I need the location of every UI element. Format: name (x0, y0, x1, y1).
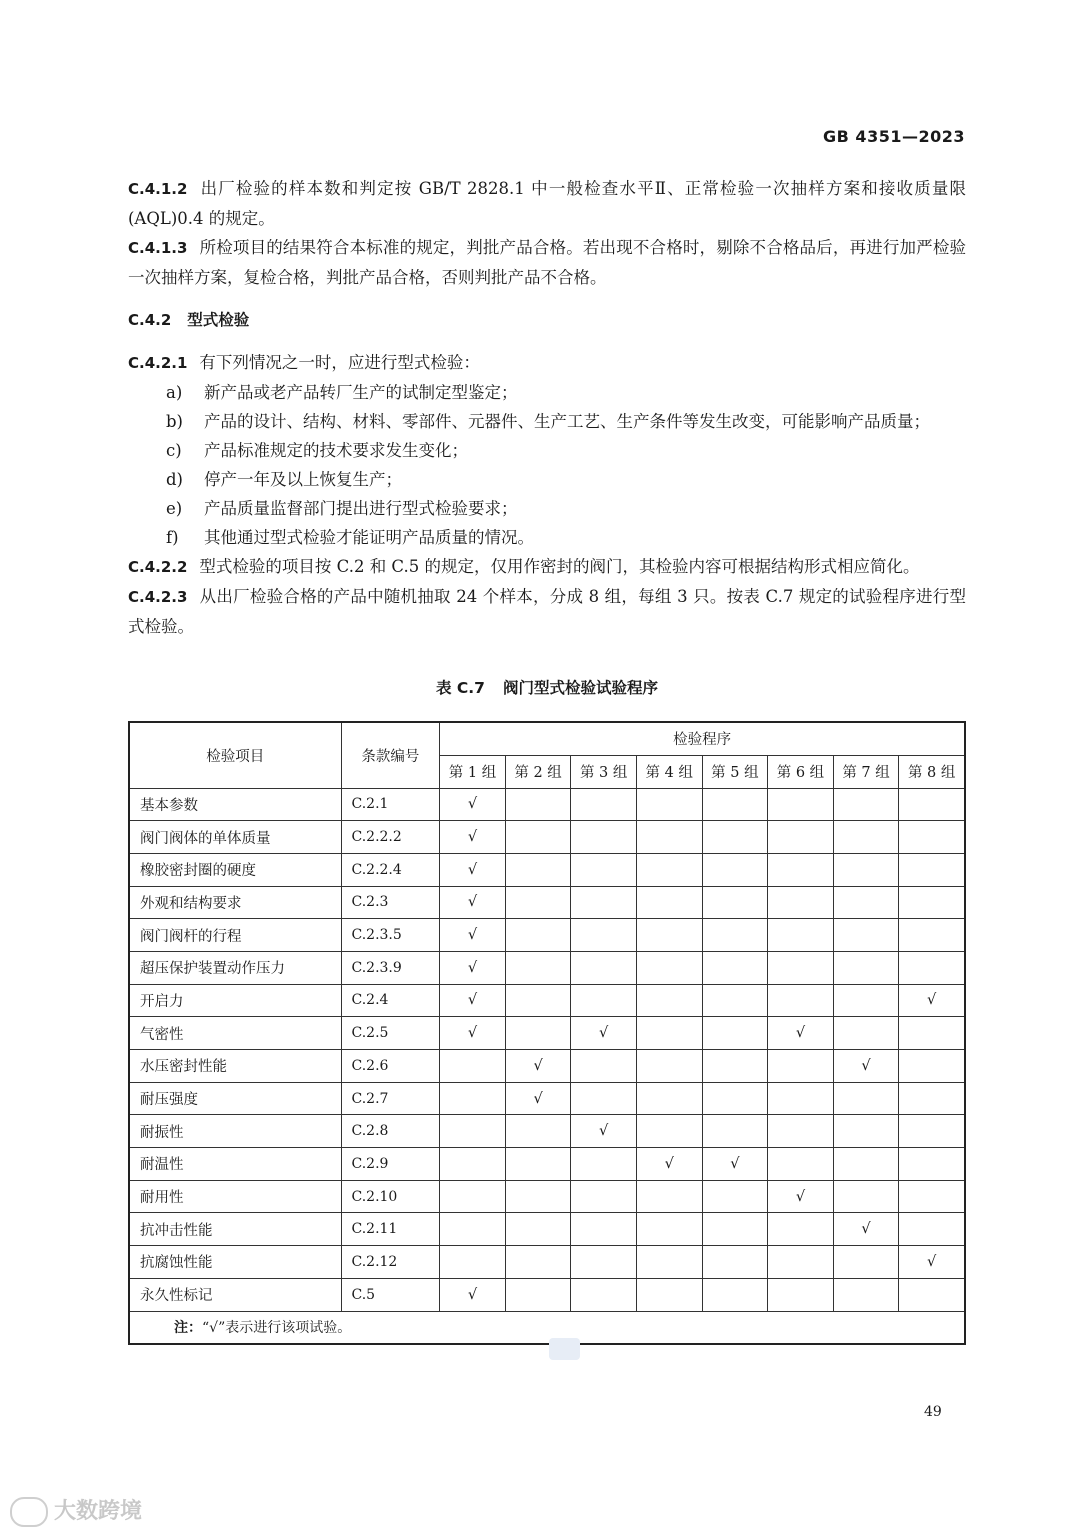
cell-check: √ (636, 1148, 702, 1181)
column-header-group: 第 1 组 (440, 755, 506, 788)
cell-check (899, 1148, 965, 1181)
list-item (128, 494, 966, 523)
cell-check: √ (768, 1180, 834, 1213)
table-row (129, 788, 965, 821)
clause-c421 (128, 348, 966, 378)
cell-check: √ (899, 984, 965, 1017)
cell-item: 外观和结构要求 (129, 886, 341, 919)
cell-check (440, 1148, 506, 1181)
cell-check (702, 821, 768, 854)
clause-number: C.4.2.3 (128, 588, 188, 606)
cell-check (768, 853, 834, 886)
cell-check (505, 1246, 571, 1279)
table-row (129, 1050, 965, 1083)
cell-check (505, 1115, 571, 1148)
cell-check (636, 1115, 702, 1148)
cell-check (768, 1278, 834, 1311)
cell-check (636, 886, 702, 919)
cell-item: 基本参数 (129, 788, 341, 821)
cell-check (768, 984, 834, 1017)
cell-check: √ (440, 788, 506, 821)
cell-check (833, 1082, 899, 1115)
table-row (129, 1213, 965, 1246)
table-row (129, 1017, 965, 1050)
cell-check (768, 1148, 834, 1181)
cell-check (702, 1278, 768, 1311)
cell-check (833, 1148, 899, 1181)
cell-check (636, 1180, 702, 1213)
cell-check: √ (440, 1278, 506, 1311)
cell-check (636, 1213, 702, 1246)
cell-clause: C.5 (341, 1278, 440, 1311)
cell-check (505, 984, 571, 1017)
cell-clause: C.2.5 (341, 1017, 440, 1050)
cell-check (702, 1246, 768, 1279)
cell-check (636, 1278, 702, 1311)
cell-check (833, 788, 899, 821)
clause-c422 (128, 552, 966, 582)
list-item (128, 465, 966, 494)
list-item (128, 436, 966, 465)
table-row (129, 821, 965, 854)
page-number: 49 (924, 1404, 942, 1420)
cell-check (768, 1082, 834, 1115)
cell-check (768, 1246, 834, 1279)
cell-check: √ (833, 1213, 899, 1246)
cell-check (899, 1278, 965, 1311)
table-row (129, 984, 965, 1017)
column-header-group: 第 8 组 (899, 755, 965, 788)
cell-check (636, 1082, 702, 1115)
cell-check (571, 1148, 637, 1181)
column-header-item: 检验项目 (129, 722, 341, 788)
cell-check (571, 1180, 637, 1213)
cell-check: √ (899, 1246, 965, 1279)
cell-check (768, 788, 834, 821)
clause-number: C.4.1.2 (128, 180, 188, 198)
watermark-logo-icon (10, 1497, 48, 1527)
table-row (129, 1082, 965, 1115)
cell-check (636, 1050, 702, 1083)
table-row (129, 1115, 965, 1148)
cell-check (702, 853, 768, 886)
list-marker: e) (166, 499, 183, 518)
cell-item: 水压密封性能 (129, 1050, 341, 1083)
cell-item: 耐压强度 (129, 1082, 341, 1115)
cell-check (440, 1115, 506, 1148)
cell-check (571, 1278, 637, 1311)
cell-check (833, 886, 899, 919)
column-header-group: 第 6 组 (768, 755, 834, 788)
list-text: 产品的设计、结构、材料、零部件、元器件、生产工艺、生产条件等发生改变，可能影响产品质量； (204, 412, 930, 431)
cell-check (636, 984, 702, 1017)
cell-check (505, 1278, 571, 1311)
cell-clause: C.2.6 (341, 1050, 440, 1083)
cell-check (702, 1115, 768, 1148)
cell-check (899, 951, 965, 984)
clause-c412 (128, 174, 966, 233)
cell-check (768, 821, 834, 854)
cell-check (571, 919, 637, 952)
cell-check: √ (505, 1082, 571, 1115)
cell-check (702, 788, 768, 821)
cell-check: √ (440, 919, 506, 952)
cell-item: 开启力 (129, 984, 341, 1017)
cell-check (505, 951, 571, 984)
cell-check (505, 821, 571, 854)
table-row (129, 919, 965, 952)
list-text: 产品质量监督部门提出进行型式检验要求； (204, 499, 518, 518)
table-number: 表 C.7 (436, 679, 485, 697)
cell-check: √ (440, 1017, 506, 1050)
cell-check: √ (440, 853, 506, 886)
cell-check (899, 1082, 965, 1115)
cell-clause: C.2.4 (341, 984, 440, 1017)
cell-check (702, 984, 768, 1017)
list-marker: f) (166, 528, 179, 547)
cell-check (833, 1246, 899, 1279)
column-header-group: 第 5 组 (702, 755, 768, 788)
cell-check (571, 788, 637, 821)
cell-item: 永久性标记 (129, 1278, 341, 1311)
clause-text: 所检项目的结果符合本标准的规定，判批产品合格。若出现不合格时，剔除不合格品后，再进行加严检验一次抽样方案，复检合格，判批产品合格，否则判批产品不合格。 (128, 238, 966, 287)
clause-text: 从出厂检验合格的产品中随机抽取 24 个样本，分成 8 组，每组 3 只。按表 C.7 规定的试验程序进行型式检验。 (128, 587, 966, 636)
cell-clause: C.2.8 (341, 1115, 440, 1148)
clause-text: 出厂检验的样本数和判定按 GB/T 2828.1 中一般检查水平Ⅱ、正常检验一次抽样方案和接收质量限(AQL)0.4 的规定。 (128, 179, 966, 228)
note-label: 注： (174, 1320, 202, 1336)
cell-check (571, 951, 637, 984)
list-marker: c) (166, 441, 182, 460)
cell-check (899, 1213, 965, 1246)
cell-item: 橡胶密封圈的硬度 (129, 853, 341, 886)
cell-check (899, 1017, 965, 1050)
cell-clause: C.2.3 (341, 886, 440, 919)
cell-check (440, 1246, 506, 1279)
note-text: “√”表示进行该项试验。 (202, 1320, 352, 1336)
section-heading-c42 (128, 305, 966, 335)
cell-check (768, 1050, 834, 1083)
cell-check (702, 1213, 768, 1246)
cell-clause: C.2.2.4 (341, 853, 440, 886)
cell-check (899, 1115, 965, 1148)
cell-check (571, 1082, 637, 1115)
cell-check (636, 821, 702, 854)
column-header-group: 第 4 组 (636, 755, 702, 788)
cell-clause: C.2.9 (341, 1148, 440, 1181)
cell-item: 阀门阀杆的行程 (129, 919, 341, 952)
cell-check (899, 821, 965, 854)
section-title: 型式检验 (187, 311, 250, 329)
cell-item: 耐用性 (129, 1180, 341, 1213)
cell-clause: C.2.10 (341, 1180, 440, 1213)
list-marker: d) (166, 470, 183, 489)
cell-check (768, 951, 834, 984)
cell-check (702, 1017, 768, 1050)
list-marker: b) (166, 412, 183, 431)
cell-check (833, 1017, 899, 1050)
cell-item: 超压保护装置动作压力 (129, 951, 341, 984)
cell-check (571, 1213, 637, 1246)
cell-clause: C.2.3.5 (341, 919, 440, 952)
cell-check (899, 1180, 965, 1213)
cell-check (833, 984, 899, 1017)
cell-check (505, 1213, 571, 1246)
cell-check (833, 1115, 899, 1148)
watermark-badge (549, 1338, 580, 1360)
cell-check (899, 853, 965, 886)
cell-check (440, 1050, 506, 1083)
list-text: 其他通过型式检验才能证明产品质量的情况。 (204, 528, 534, 547)
table-row (129, 1278, 965, 1311)
table-row (129, 1148, 965, 1181)
cell-check (636, 1017, 702, 1050)
clause-text: 有下列情况之一时，应进行型式检验： (199, 353, 480, 372)
watermark (10, 1494, 142, 1527)
cell-check (636, 951, 702, 984)
list-item (128, 407, 966, 436)
cell-check (571, 984, 637, 1017)
column-header-group: 第 7 组 (833, 755, 899, 788)
cell-check (505, 919, 571, 952)
cell-check (702, 919, 768, 952)
cell-check (505, 788, 571, 821)
clause-c413 (128, 233, 966, 292)
clause-number: C.4.2.1 (128, 354, 188, 372)
list-item (128, 378, 966, 407)
cell-check (571, 821, 637, 854)
cell-clause: C.2.3.9 (341, 951, 440, 984)
watermark-text: 大数跨境 (54, 1499, 143, 1524)
cell-check (833, 1180, 899, 1213)
table-row (129, 853, 965, 886)
cell-check (636, 788, 702, 821)
cell-check (833, 919, 899, 952)
clause-number: C.4.1.3 (128, 239, 188, 257)
cell-check: √ (833, 1050, 899, 1083)
cell-item: 耐温性 (129, 1148, 341, 1181)
cell-check (505, 1017, 571, 1050)
cell-check (899, 788, 965, 821)
cell-check (636, 919, 702, 952)
clause-text: 型式检验的项目按 C.2 和 C.5 的规定，仅用作密封的阀门，其检验内容可根据结构形式相应简化。 (199, 557, 920, 576)
cell-clause: C.2.12 (341, 1246, 440, 1279)
cell-check: √ (768, 1017, 834, 1050)
cell-check: √ (571, 1017, 637, 1050)
cell-check (899, 919, 965, 952)
cell-check (899, 886, 965, 919)
table-title-text: 阀门型式检验试验程序 (502, 679, 658, 697)
cell-check (702, 1082, 768, 1115)
table-row (129, 951, 965, 984)
cell-check (505, 853, 571, 886)
table-row (129, 1180, 965, 1213)
cell-item: 气密性 (129, 1017, 341, 1050)
cell-check: √ (440, 886, 506, 919)
table-row (129, 886, 965, 919)
cell-check (768, 919, 834, 952)
cell-check (833, 951, 899, 984)
cell-check (702, 1050, 768, 1083)
clause-number: C.4.2.2 (128, 558, 188, 576)
cell-check (440, 1180, 506, 1213)
cell-clause: C.2.7 (341, 1082, 440, 1115)
cell-check (833, 1278, 899, 1311)
cell-check: √ (440, 951, 506, 984)
list-marker: a) (166, 383, 183, 402)
cell-item: 阀门阀体的单体质量 (129, 821, 341, 854)
cell-check (702, 1180, 768, 1213)
cell-check (571, 1050, 637, 1083)
cell-check (505, 1180, 571, 1213)
standard-number: GB 4351—2023 (823, 127, 965, 146)
cell-check (571, 886, 637, 919)
list-text: 产品标准规定的技术要求发生变化； (204, 441, 468, 460)
cell-check (768, 886, 834, 919)
cell-item: 耐振性 (129, 1115, 341, 1148)
table-row (129, 1246, 965, 1279)
cell-check (899, 1050, 965, 1083)
column-header-group: 第 2 组 (505, 755, 571, 788)
section-number: C.4.2 (128, 311, 172, 329)
list-item (128, 523, 966, 552)
cell-item: 抗腐蚀性能 (129, 1246, 341, 1279)
cell-check (768, 1213, 834, 1246)
test-procedure-table (128, 721, 966, 1345)
body-text (128, 174, 966, 641)
cell-clause: C.2.11 (341, 1213, 440, 1246)
table-title (128, 676, 966, 698)
cell-check (833, 853, 899, 886)
cell-check (768, 1115, 834, 1148)
list-text: 新产品或老产品转厂生产的试制定型鉴定； (204, 383, 518, 402)
clause-c423 (128, 582, 966, 641)
cell-check: √ (702, 1148, 768, 1181)
cell-check: √ (571, 1115, 637, 1148)
cell-check (702, 886, 768, 919)
column-header-procedure: 检验程序 (440, 722, 965, 755)
cell-check (440, 1213, 506, 1246)
cell-check (636, 1246, 702, 1279)
table-note (129, 1311, 965, 1344)
cell-check (833, 821, 899, 854)
cell-check (505, 1148, 571, 1181)
cell-clause: C.2.2.2 (341, 821, 440, 854)
cell-check (702, 951, 768, 984)
cell-check (571, 1246, 637, 1279)
cell-clause: C.2.1 (341, 788, 440, 821)
cell-check (505, 886, 571, 919)
cell-check: √ (505, 1050, 571, 1083)
cell-check (440, 1082, 506, 1115)
cell-check (571, 853, 637, 886)
list-text: 停产一年及以上恢复生产； (204, 470, 402, 489)
cell-check (636, 853, 702, 886)
column-header-group: 第 3 组 (571, 755, 637, 788)
cell-item: 抗冲击性能 (129, 1213, 341, 1246)
column-header-clause: 条款编号 (341, 722, 440, 788)
cell-check: √ (440, 821, 506, 854)
cell-check: √ (440, 984, 506, 1017)
